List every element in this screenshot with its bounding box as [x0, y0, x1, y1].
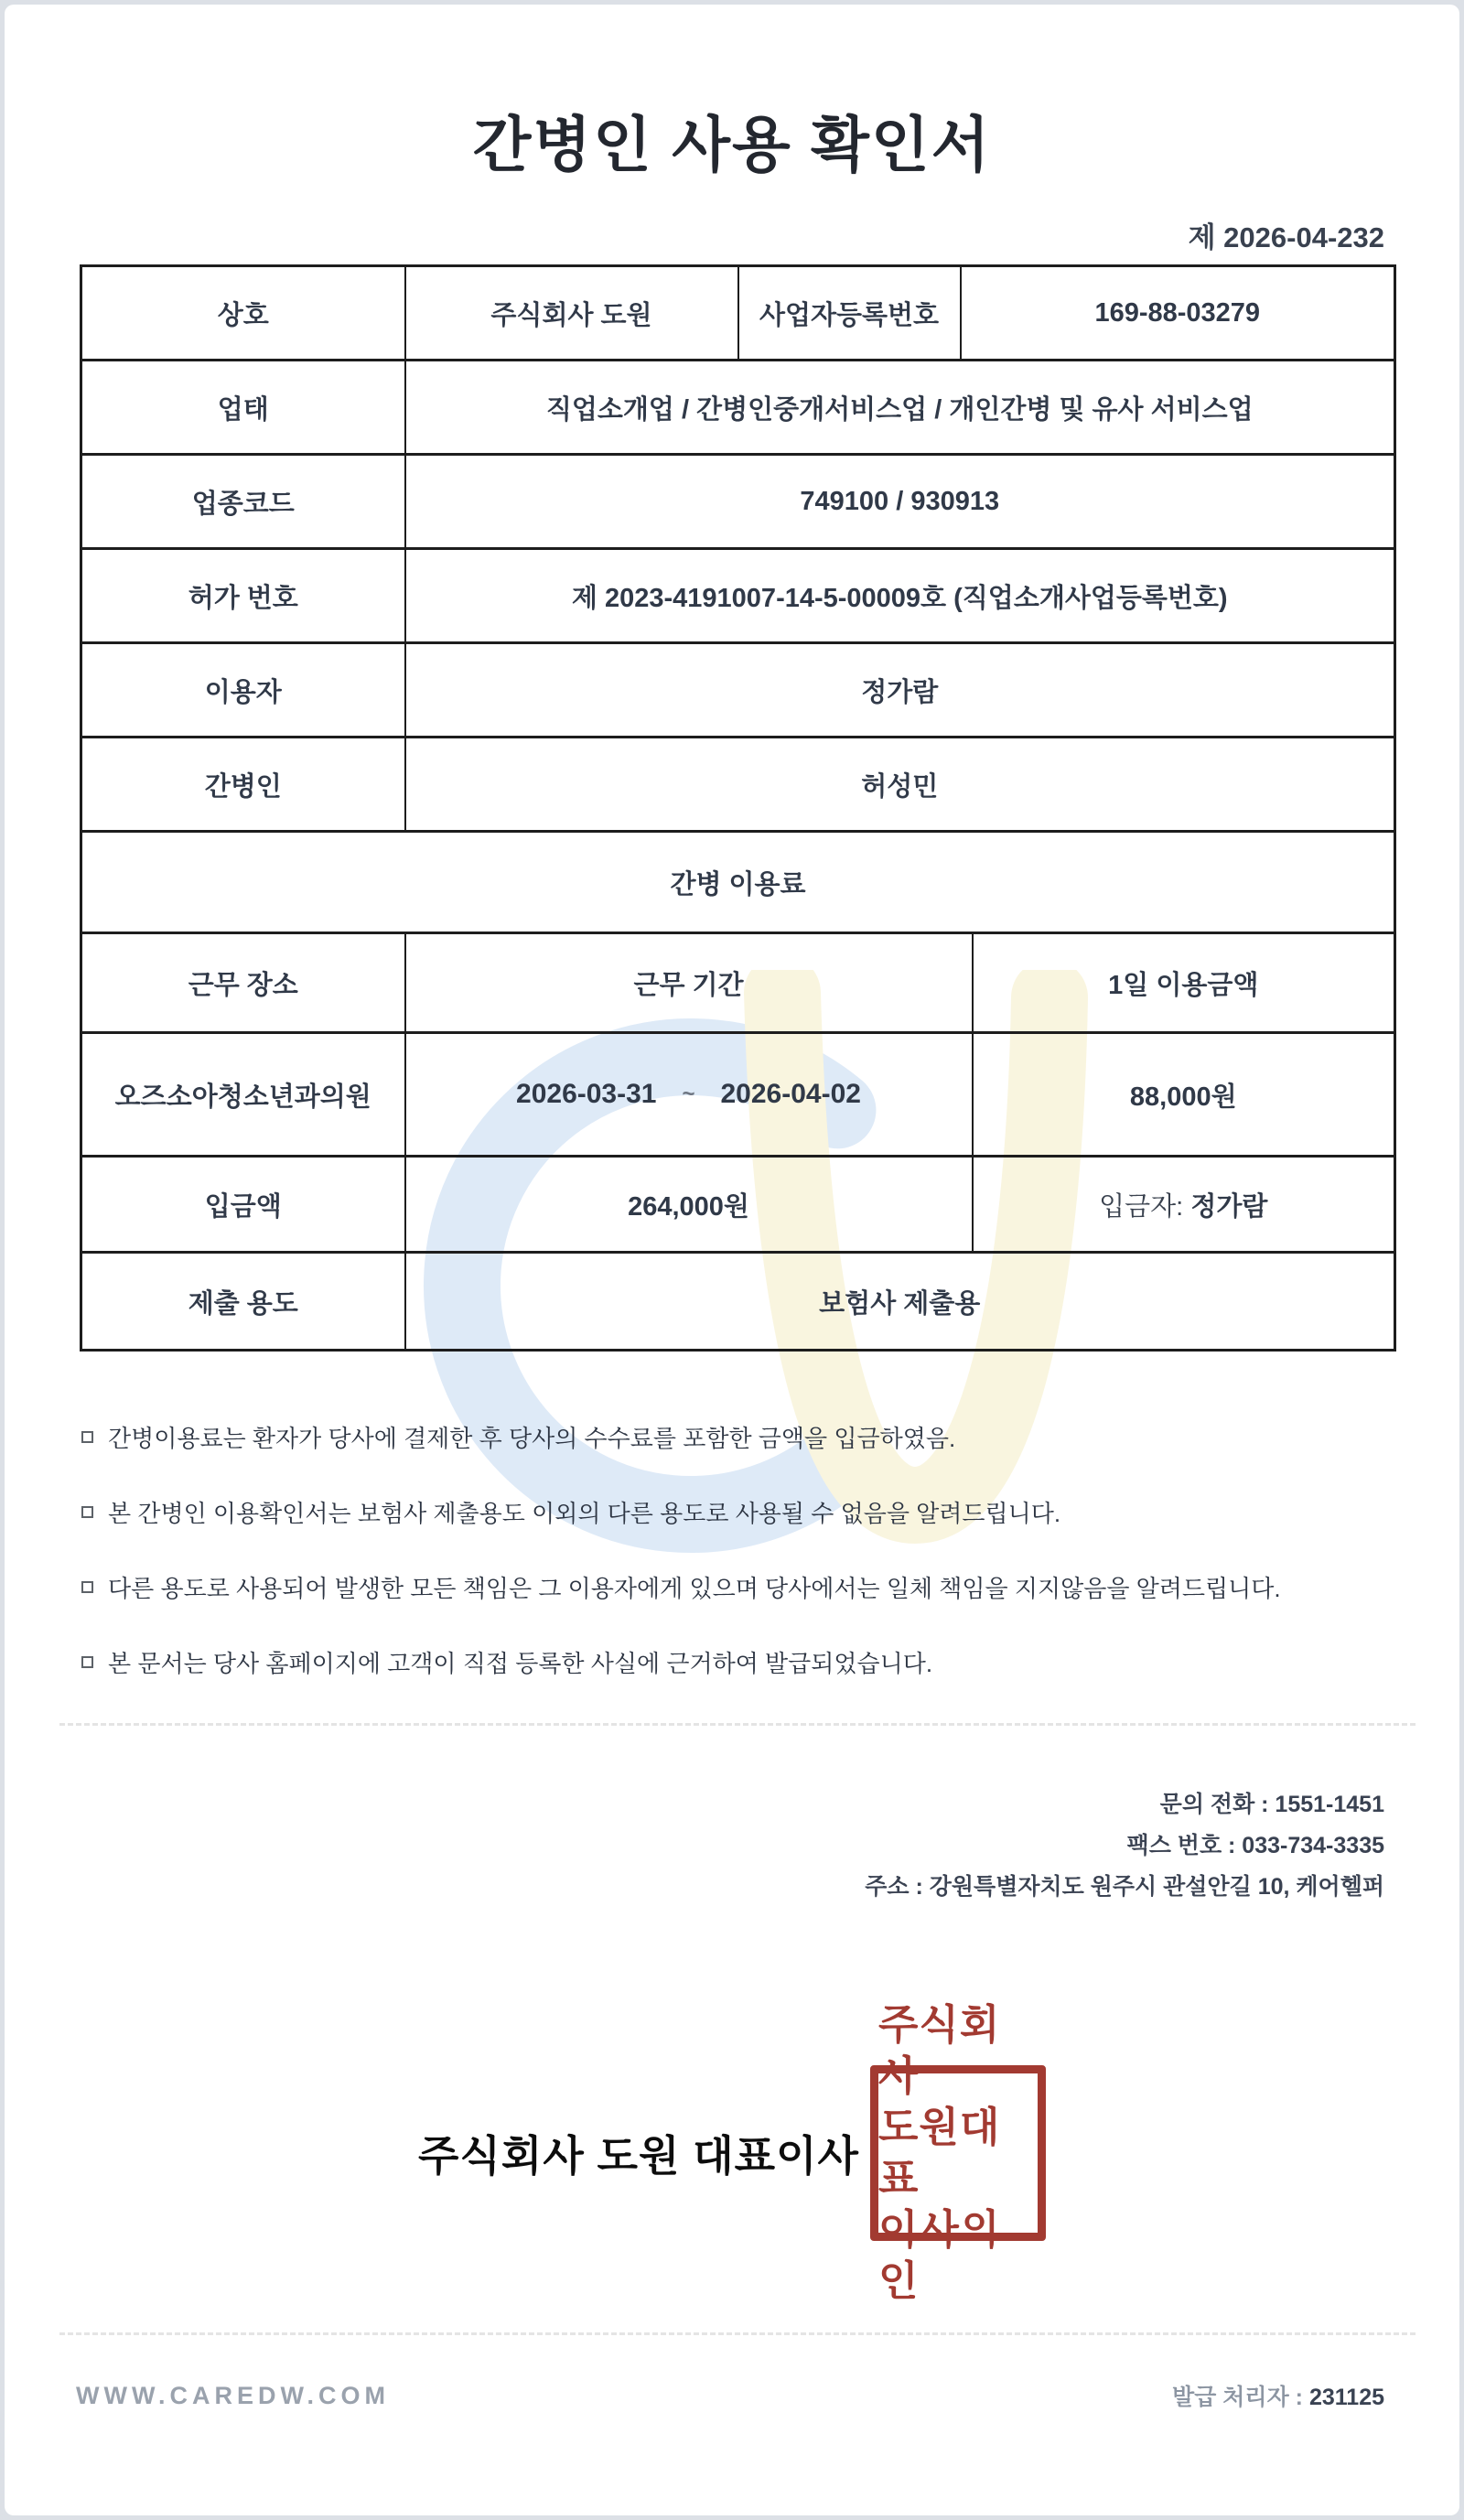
- table-row: [81, 738, 1395, 832]
- note-item: [81, 1498, 1459, 1529]
- contact-fax: 팩스 번호 : 033-734-3335: [1126, 1833, 1384, 1858]
- daily-fee-value: 88,000원: [973, 1033, 1395, 1157]
- note-text: 본 문서는 당사 홈페이지에 고객이 직접 등록한 사실에 근거하여 발급되었습니다.: [108, 1650, 933, 1677]
- note-text: 다른 용도로 사용되어 발생한 모든 책임은 그 이용자에게 있으며 당사에서는 일체 책임을 지지않음을 알려드립니다.: [108, 1575, 1281, 1602]
- purpose-row: [81, 1253, 1395, 1351]
- note-item: [81, 1573, 1459, 1604]
- stamp-line: 이사의인: [877, 2206, 1001, 2304]
- fee-columns-row: [81, 933, 1395, 1033]
- note-item: [81, 1648, 1459, 1679]
- deposit-label: 입금액: [81, 1157, 405, 1253]
- website-url: WWW.CAREDW.COM: [76, 2381, 390, 2409]
- note-text: 간병이용료는 환자가 당사에 결제한 후 당사의 수수료를 포함한 금액을 입금하였음.: [108, 1425, 956, 1452]
- license-no-value: 제 2023-4191007-14-5-00009호 (직업소개사업등록번호): [405, 549, 1395, 643]
- deposit-row: [81, 1157, 1395, 1253]
- table-row: [81, 455, 1395, 549]
- company-name-label: 상호: [81, 266, 405, 361]
- business-reg-no-label: 사업자등록번호: [738, 266, 961, 361]
- work-place-header: 근무 장소: [81, 933, 405, 1033]
- fee-section-header-row: [81, 832, 1395, 933]
- table-row: [81, 549, 1395, 643]
- confirmation-table: [80, 264, 1396, 1352]
- square-bullet-icon: [81, 1656, 93, 1668]
- square-bullet-icon: [81, 1431, 93, 1443]
- purpose-value: 보험사 제출용: [405, 1253, 1395, 1351]
- purpose-label: 제출 용도: [81, 1253, 405, 1351]
- daily-fee-header: 1일 이용금액: [973, 933, 1395, 1033]
- fee-data-row: [81, 1033, 1395, 1157]
- stamp-line: 주식회사: [877, 2001, 1001, 2099]
- business-type-label: 업태: [81, 361, 405, 455]
- issuer-info: [1172, 2379, 1384, 2412]
- caregiver-label: 간병인: [81, 738, 405, 832]
- business-reg-no-value: 169-88-03279: [961, 266, 1395, 361]
- fee-section-title: 간병 이용료: [81, 832, 1395, 933]
- user-value: 정가람: [405, 643, 1395, 738]
- industry-code-value: 749100 / 930913: [405, 455, 1395, 549]
- work-period-header: 근무 기간: [405, 933, 973, 1033]
- signature-row: [5, 2001, 1459, 2304]
- depositor-name: 정가람: [1190, 1191, 1268, 1222]
- period-end: 2026-04-02: [720, 1079, 861, 1109]
- page-title: 간병인 사용 확인서: [472, 111, 992, 178]
- table-row: [81, 361, 1395, 455]
- company-signature-text: 주식회사 도원 대표이사: [418, 2132, 859, 2180]
- table-row: [81, 266, 1395, 361]
- stamp-line: 도원대표: [877, 2104, 1001, 2202]
- caregiver-value: 허성민: [405, 738, 1395, 832]
- work-place-value: 오즈소아청소년과의원: [81, 1033, 405, 1157]
- deposit-amount: 264,000원: [405, 1157, 973, 1253]
- contact-block: [5, 1784, 1384, 1908]
- footer: [5, 2379, 1459, 2412]
- license-no-label: 허가 번호: [81, 549, 405, 643]
- document-sheet: [5, 5, 1459, 2515]
- corporate-seal-stamp: [870, 2001, 1046, 2304]
- company-name-value: 주식회사 도원: [405, 266, 738, 361]
- square-bullet-icon: [81, 1506, 93, 1518]
- depositor-label: 입금자:: [1099, 1191, 1184, 1222]
- table-row: [81, 643, 1395, 738]
- square-bullet-icon: [81, 1581, 93, 1593]
- document-content: [5, 96, 1459, 2412]
- user-label: 이용자: [81, 643, 405, 738]
- notes-list: [5, 1423, 1459, 1679]
- contact-phone: 문의 전화 : 1551-1451: [1159, 1792, 1384, 1817]
- business-type-value: 직업소개업 / 간병인중개서비스업 / 개인간병 및 유사 서비스업: [405, 361, 1395, 455]
- work-period-value: [405, 1033, 973, 1157]
- issuer-label: 발급 처리자 :: [1172, 2385, 1303, 2410]
- issuer-value: 231125: [1308, 2385, 1384, 2410]
- industry-code-label: 업종코드: [81, 455, 405, 549]
- dashed-divider: [59, 2332, 1416, 2335]
- note-text: 본 간병인 이용확인서는 보험사 제출용도 이외의 다른 용도로 사용될 수 없음을 알려드립니다.: [108, 1500, 1061, 1527]
- dashed-divider: [59, 1723, 1416, 1726]
- depositor-cell: [973, 1157, 1395, 1253]
- contact-address: 주소 : 강원특별자치도 원주시 관설안길 10, 케어헬퍼: [865, 1874, 1384, 1900]
- note-item: [81, 1423, 1459, 1454]
- period-tilde: ~: [682, 1082, 695, 1106]
- document-number: 제 2026-04-232: [1188, 221, 1384, 253]
- period-start: 2026-03-31: [516, 1079, 657, 1109]
